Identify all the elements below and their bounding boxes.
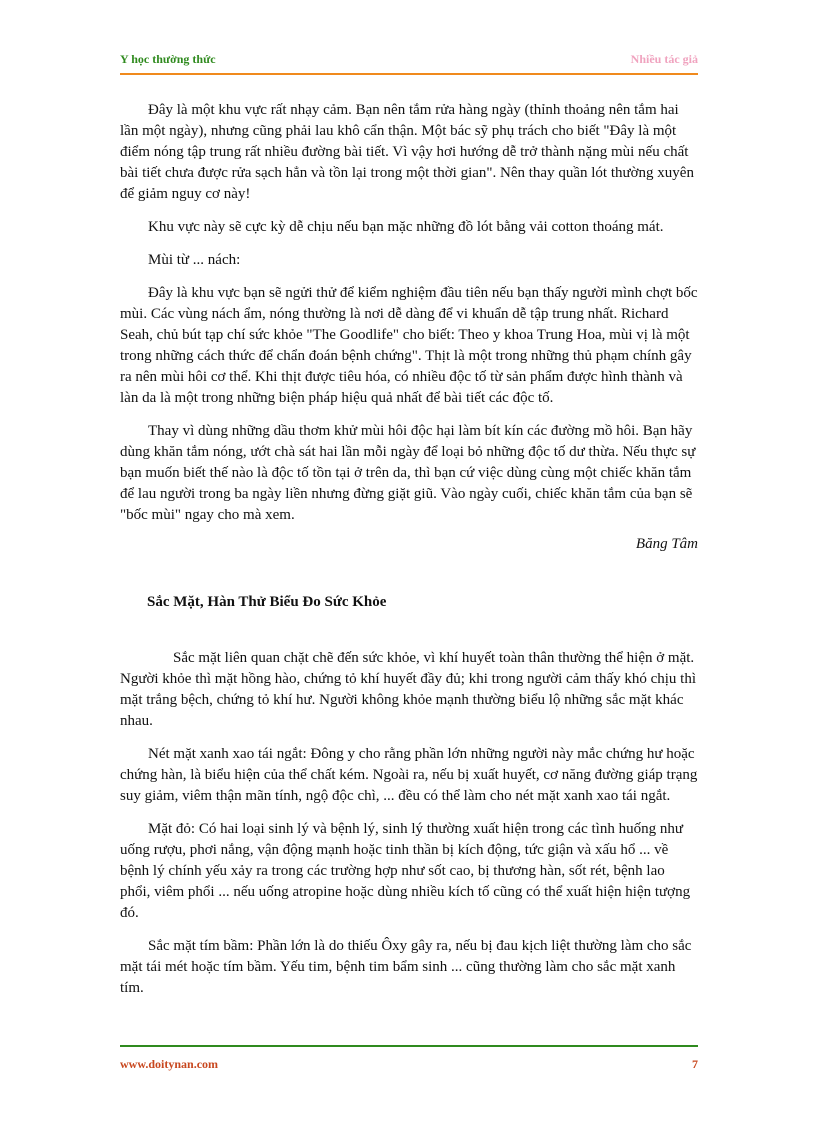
paragraph: Đây là một khu vực rất nhạy cảm. Bạn nên tắm rửa hàng ngày (thỉnh thoảng nên tắm hai lần một ngày), nhưng cũng phải lau khô cẩn thận. Một bác sỹ phụ trách cho biết "Đây là một điểm nóng tập trung rất nhiều đường bài tiết. Vì vậy hơi hướng dễ trở thành nặng mùi nếu chất bài tiết chưa được rửa sạch hẳn và tồn lại trong một thời gian". Nên thay quần lót thường xuyên để giảm nguy cơ này! (120, 102, 694, 202)
section-1-body (120, 100, 698, 555)
paragraph: Thay vì dùng những dầu thơm khử mùi hôi độc hại làm bít kín các đường mồ hôi. Bạn hãy dùng khăn tắm nóng, ướt chà sát hai lần mỗi ngày để loại bỏ những độc tố dư thừa. Nếu thực sự bạn muốn biết thế nào là độc tố tồn tại ở trên da, thì bạn cứ việc dùng cùng một chiếc khăn tắm để lau người trong ba ngày liền nhưng đừng giặt giũ. Vào ngày cuối, chiếc khăn tắm của bạn sẽ "bốc mùi" ngay cho mà xem. (120, 423, 696, 523)
paragraph: Mùi từ ... nách: (148, 252, 241, 268)
page-number: 7 (692, 1057, 698, 1071)
paragraph: Sắc mặt tím bầm: Phần lớn là do thiếu Ôxy gây ra, nếu bị đau kịch liệt thường làm cho sắc mặt tái mét hoặc tím bầm. Yếu tim, bệnh tim bẩm sinh ... cũng thường làm cho sắc mặt xanh tím. (120, 938, 692, 996)
paragraph: Đây là khu vực bạn sẽ ngửi thử để kiểm nghiệm đầu tiên nếu bạn thấy người mình chợt bốc mùi. Các vùng nách ẩm, nóng thường là nơi dễ dàng để vi khuẩn dễ tập trung nhất. Richard Seah, chủ bút tạp chí sức khỏe "The Goodlife" cho biết: Theo y khoa Trung Hoa, mùi vị là một trong những cách thức để chẩn đoán bệnh chứng". Thịt là một trong những thủ phạm chính gây ra nên mùi hôi cơ thể. Khi thịt được tiêu hóa, có nhiều độc tố từ sản phẩm được hình thành và làn da là một trong những biện pháp hiệu quả nhất để bài tiết các độc tố. (120, 285, 698, 406)
header-book-title: Y học thường thức (120, 52, 216, 66)
footer-website-link[interactable]: www.doitynan.com (120, 1057, 219, 1071)
section-2-body (120, 648, 698, 1011)
footer-divider (120, 1045, 698, 1047)
header-author: Nhiều tác giả (630, 52, 698, 66)
section-2-title: Sắc Mặt, Hàn Thử Biểu Đo Sức Khỏe (147, 594, 387, 610)
paragraph: Khu vực này sẽ cực kỳ dễ chịu nếu bạn mặc những đồ lót bằng vải cotton thoáng mát. (148, 219, 664, 235)
paragraph: Sắc mặt liên quan chặt chẽ đến sức khỏe, vì khí huyết toàn thân thường thể hiện ở mặt. Người khỏe thì mặt hồng hào, chứng tỏ khí huyết đầy đủ; khi trong người cảm thấy khó chịu thì mặt trắng bệch, chứng tỏ khí hư. Người không khỏe mạnh thường biểu lộ những sắc mặt khác nhau. (120, 650, 697, 729)
header-divider (120, 73, 698, 75)
paragraph: Mặt đỏ: Có hai loại sinh lý và bệnh lý, sinh lý thường xuất hiện trong các tình huống như uống rượu, phơi nắng, vận động mạnh hoặc tinh thần bị kích động, tức giận và xấu hổ ... về bệnh lý chính yếu xảy ra trong các trường hợp như sốt cao, bị thương hàn, sốt rét, bệnh lao phổi, viêm phổi ... nếu uống atropine hoặc dùng nhiều kích tố cũng có thể xuất hiện hiện tượng đó. (120, 821, 691, 921)
paragraph: Nét mặt xanh xao tái ngắt: Đông y cho rằng phần lớn những người này mắc chứng hư hoặc chứng hàn, là biểu hiện của thể chất kém. Ngoài ra, nếu bị xuất huyết, cơ năng đường giáp trạng suy giảm, viêm thận mãn tính, ngộ độc chì, ... đều có thể làm cho nét mặt xanh xao tái ngắt. (120, 746, 698, 804)
article-signature: Băng Tâm (635, 536, 698, 552)
